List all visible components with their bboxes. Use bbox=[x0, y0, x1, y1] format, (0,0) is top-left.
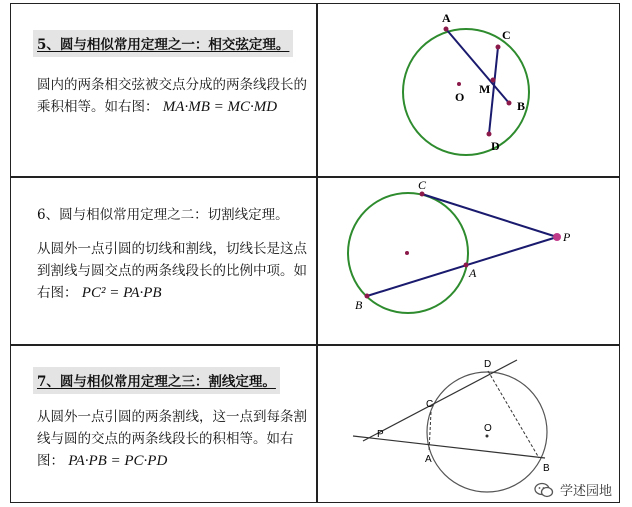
row-title: 7、圆与相似常用定理之三：割线定理。 bbox=[33, 367, 280, 394]
point-a bbox=[444, 27, 449, 32]
row-text bbox=[37, 238, 309, 304]
point-d bbox=[487, 132, 492, 137]
point-a bbox=[464, 263, 469, 268]
wechat-icon bbox=[534, 482, 554, 498]
label-c: C bbox=[502, 28, 511, 42]
row-description: 从圆外一点引圆的两条割线，这一点到每条割线与圆的交点的两条线段长的积相等。如右图： bbox=[37, 409, 307, 469]
theorem-formula: PA·PB = PC·PD bbox=[68, 453, 168, 469]
circle bbox=[403, 29, 529, 155]
point-b bbox=[365, 294, 370, 299]
label-m: M bbox=[479, 82, 491, 96]
label-p: P bbox=[377, 429, 384, 440]
row-title: 6、圆与相似常用定理之二：切割线定理。 bbox=[37, 207, 289, 223]
secant-pd bbox=[363, 360, 517, 441]
label-o: O bbox=[455, 90, 465, 104]
row-description: 从圆外一点引圆的切线和割线，切线长是这点到割线与圆交点的两条线段长的比例中项。如右图： bbox=[37, 241, 307, 301]
tangent-pc bbox=[422, 194, 557, 237]
theorem-formula: PC² = PA·PB bbox=[81, 285, 162, 301]
label-p: P bbox=[563, 230, 571, 244]
secant-pb bbox=[367, 237, 557, 296]
label-c: C bbox=[418, 178, 427, 192]
point-b bbox=[507, 101, 512, 106]
point-p bbox=[553, 233, 561, 241]
row-text bbox=[37, 406, 309, 472]
watermark bbox=[534, 480, 612, 499]
label-o: O bbox=[484, 423, 492, 434]
label-a: A bbox=[425, 454, 432, 465]
label-b: B bbox=[543, 463, 550, 474]
label-b: B bbox=[355, 298, 363, 312]
chord-cd bbox=[489, 47, 498, 134]
label-a: A bbox=[469, 266, 477, 280]
row-title: 5、圆与相似常用定理之一：相交弦定理。 bbox=[33, 30, 293, 57]
label-d: D bbox=[491, 139, 500, 153]
center-o bbox=[486, 435, 489, 438]
point-c bbox=[420, 192, 425, 197]
label-c: C bbox=[426, 399, 434, 410]
segment-db bbox=[488, 371, 539, 458]
point-c bbox=[496, 45, 501, 50]
center-o bbox=[457, 82, 461, 86]
point-m bbox=[491, 78, 496, 83]
label-b: B bbox=[517, 99, 526, 113]
watermark-text: 学述园地 bbox=[559, 484, 612, 499]
theorem-formula: MA·MB = MC·MD bbox=[162, 99, 278, 115]
row-text bbox=[37, 74, 309, 118]
secant-secant-figure bbox=[317, 345, 619, 502]
tangent-secant-figure bbox=[317, 177, 619, 344]
label-d: D bbox=[484, 359, 492, 370]
row-description: 圆内的两条相交弦被交点分成的两条线段长的乘积相等。如右图： bbox=[37, 77, 307, 115]
segment-ca bbox=[429, 412, 431, 452]
intersecting-chords-figure bbox=[317, 4, 619, 176]
center bbox=[405, 251, 409, 255]
theorem-table bbox=[10, 3, 620, 503]
label-a: A bbox=[442, 11, 451, 25]
